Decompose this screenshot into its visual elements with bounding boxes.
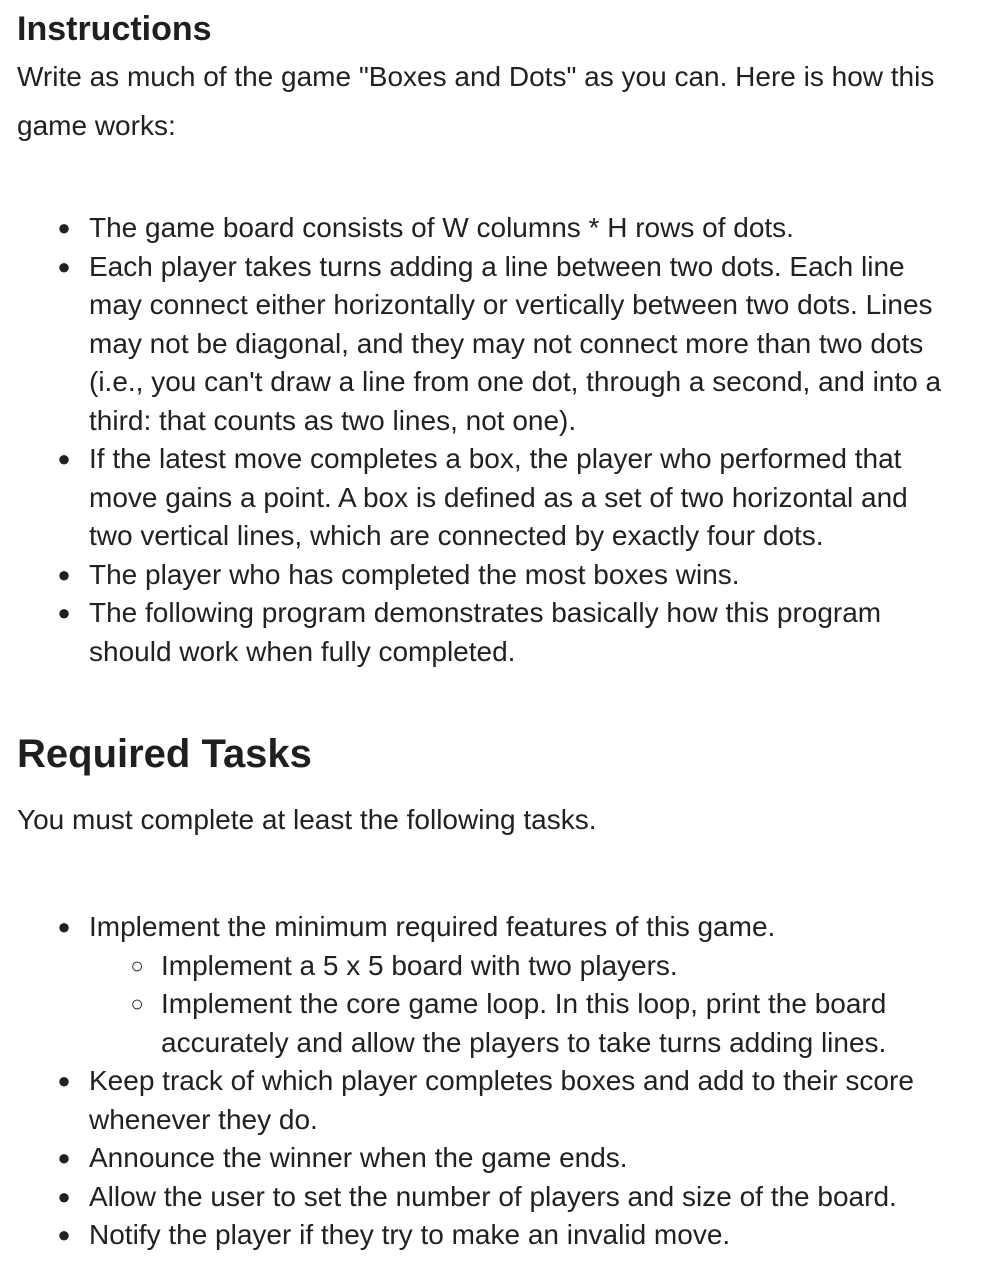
required-tasks-list	[0, 908, 951, 1255]
instructions-heading: Instructions	[17, 10, 212, 48]
list-item	[0, 908, 951, 1062]
sub-list	[89, 947, 951, 1063]
bullet-icon: ●	[57, 1222, 71, 1247]
list-item-text: Announce the winner when the game ends.	[89, 1142, 628, 1173]
bullet-icon: ●	[57, 215, 71, 240]
list-item	[0, 556, 951, 595]
required-tasks-heading: Required Tasks	[17, 732, 312, 776]
list-item	[0, 248, 951, 441]
list-item	[0, 1178, 951, 1217]
list-item-text: The following program demonstrates basically how this program should work when fully completed.	[89, 597, 882, 667]
list-item	[0, 209, 951, 248]
bullet-icon: ●	[57, 253, 71, 279]
sub-list-item	[89, 985, 941, 1062]
list-item	[0, 594, 951, 671]
list-item-text: Notify the player if they try to make an invalid move.	[89, 1219, 731, 1250]
bullet-icon: ●	[57, 1068, 71, 1093]
list-item-text: The game board consists of W columns * H rows of dots.	[89, 212, 794, 243]
sub-list-item-text: Implement a 5 x 5 board with two players.	[161, 949, 678, 981]
list-item-text: The player who has completed the most boxes wins.	[89, 558, 740, 590]
list-item-text: Keep track of which player completes boxes and add to their score whenever they do.	[89, 1065, 914, 1135]
bullet-icon: ●	[57, 600, 71, 625]
list-item	[0, 1139, 951, 1178]
hollow-bullet-icon: ○	[130, 991, 144, 1016]
list-item-text: Each player takes turns adding a line between two dots. Each line may connect either horizontally or vertically between two dots. Lines may not be diagonal, and they may not connect more than two dots (i.e., you can't draw a line from one dot, through a second, and into a third: that counts as two lines, not one).	[89, 250, 942, 436]
sub-list-item-text: Implement the core game loop. In this loop, print the board accurately and allow the players to take turns adding lines.	[161, 988, 887, 1058]
list-item	[0, 440, 951, 556]
sub-list-item	[89, 947, 941, 986]
bullet-icon: ●	[57, 914, 71, 939]
list-item-text: Allow the user to set the number of players and size of the board.	[89, 1180, 897, 1212]
bullet-icon: ●	[57, 1145, 71, 1170]
instructions-intro: Write as much of the game "Boxes and Dots" as you can. Here is how this game works:	[17, 61, 935, 141]
bullet-icon: ●	[57, 446, 71, 471]
hollow-bullet-icon: ○	[130, 952, 144, 978]
list-item-text: If the latest move completes a box, the player who performed that move gains a point. A box is defined as a set of two horizontal and two vertical lines, which are connected by exactly four dots.	[89, 443, 908, 551]
list-item	[0, 1062, 951, 1139]
list-item-text: Implement the minimum required features of this game.	[89, 911, 776, 942]
required-tasks-intro: You must complete at least the following tasks.	[17, 804, 597, 835]
instructions-list	[0, 209, 951, 671]
bullet-icon: ●	[57, 1183, 71, 1209]
list-item	[0, 1216, 951, 1255]
bullet-icon: ●	[57, 561, 71, 587]
